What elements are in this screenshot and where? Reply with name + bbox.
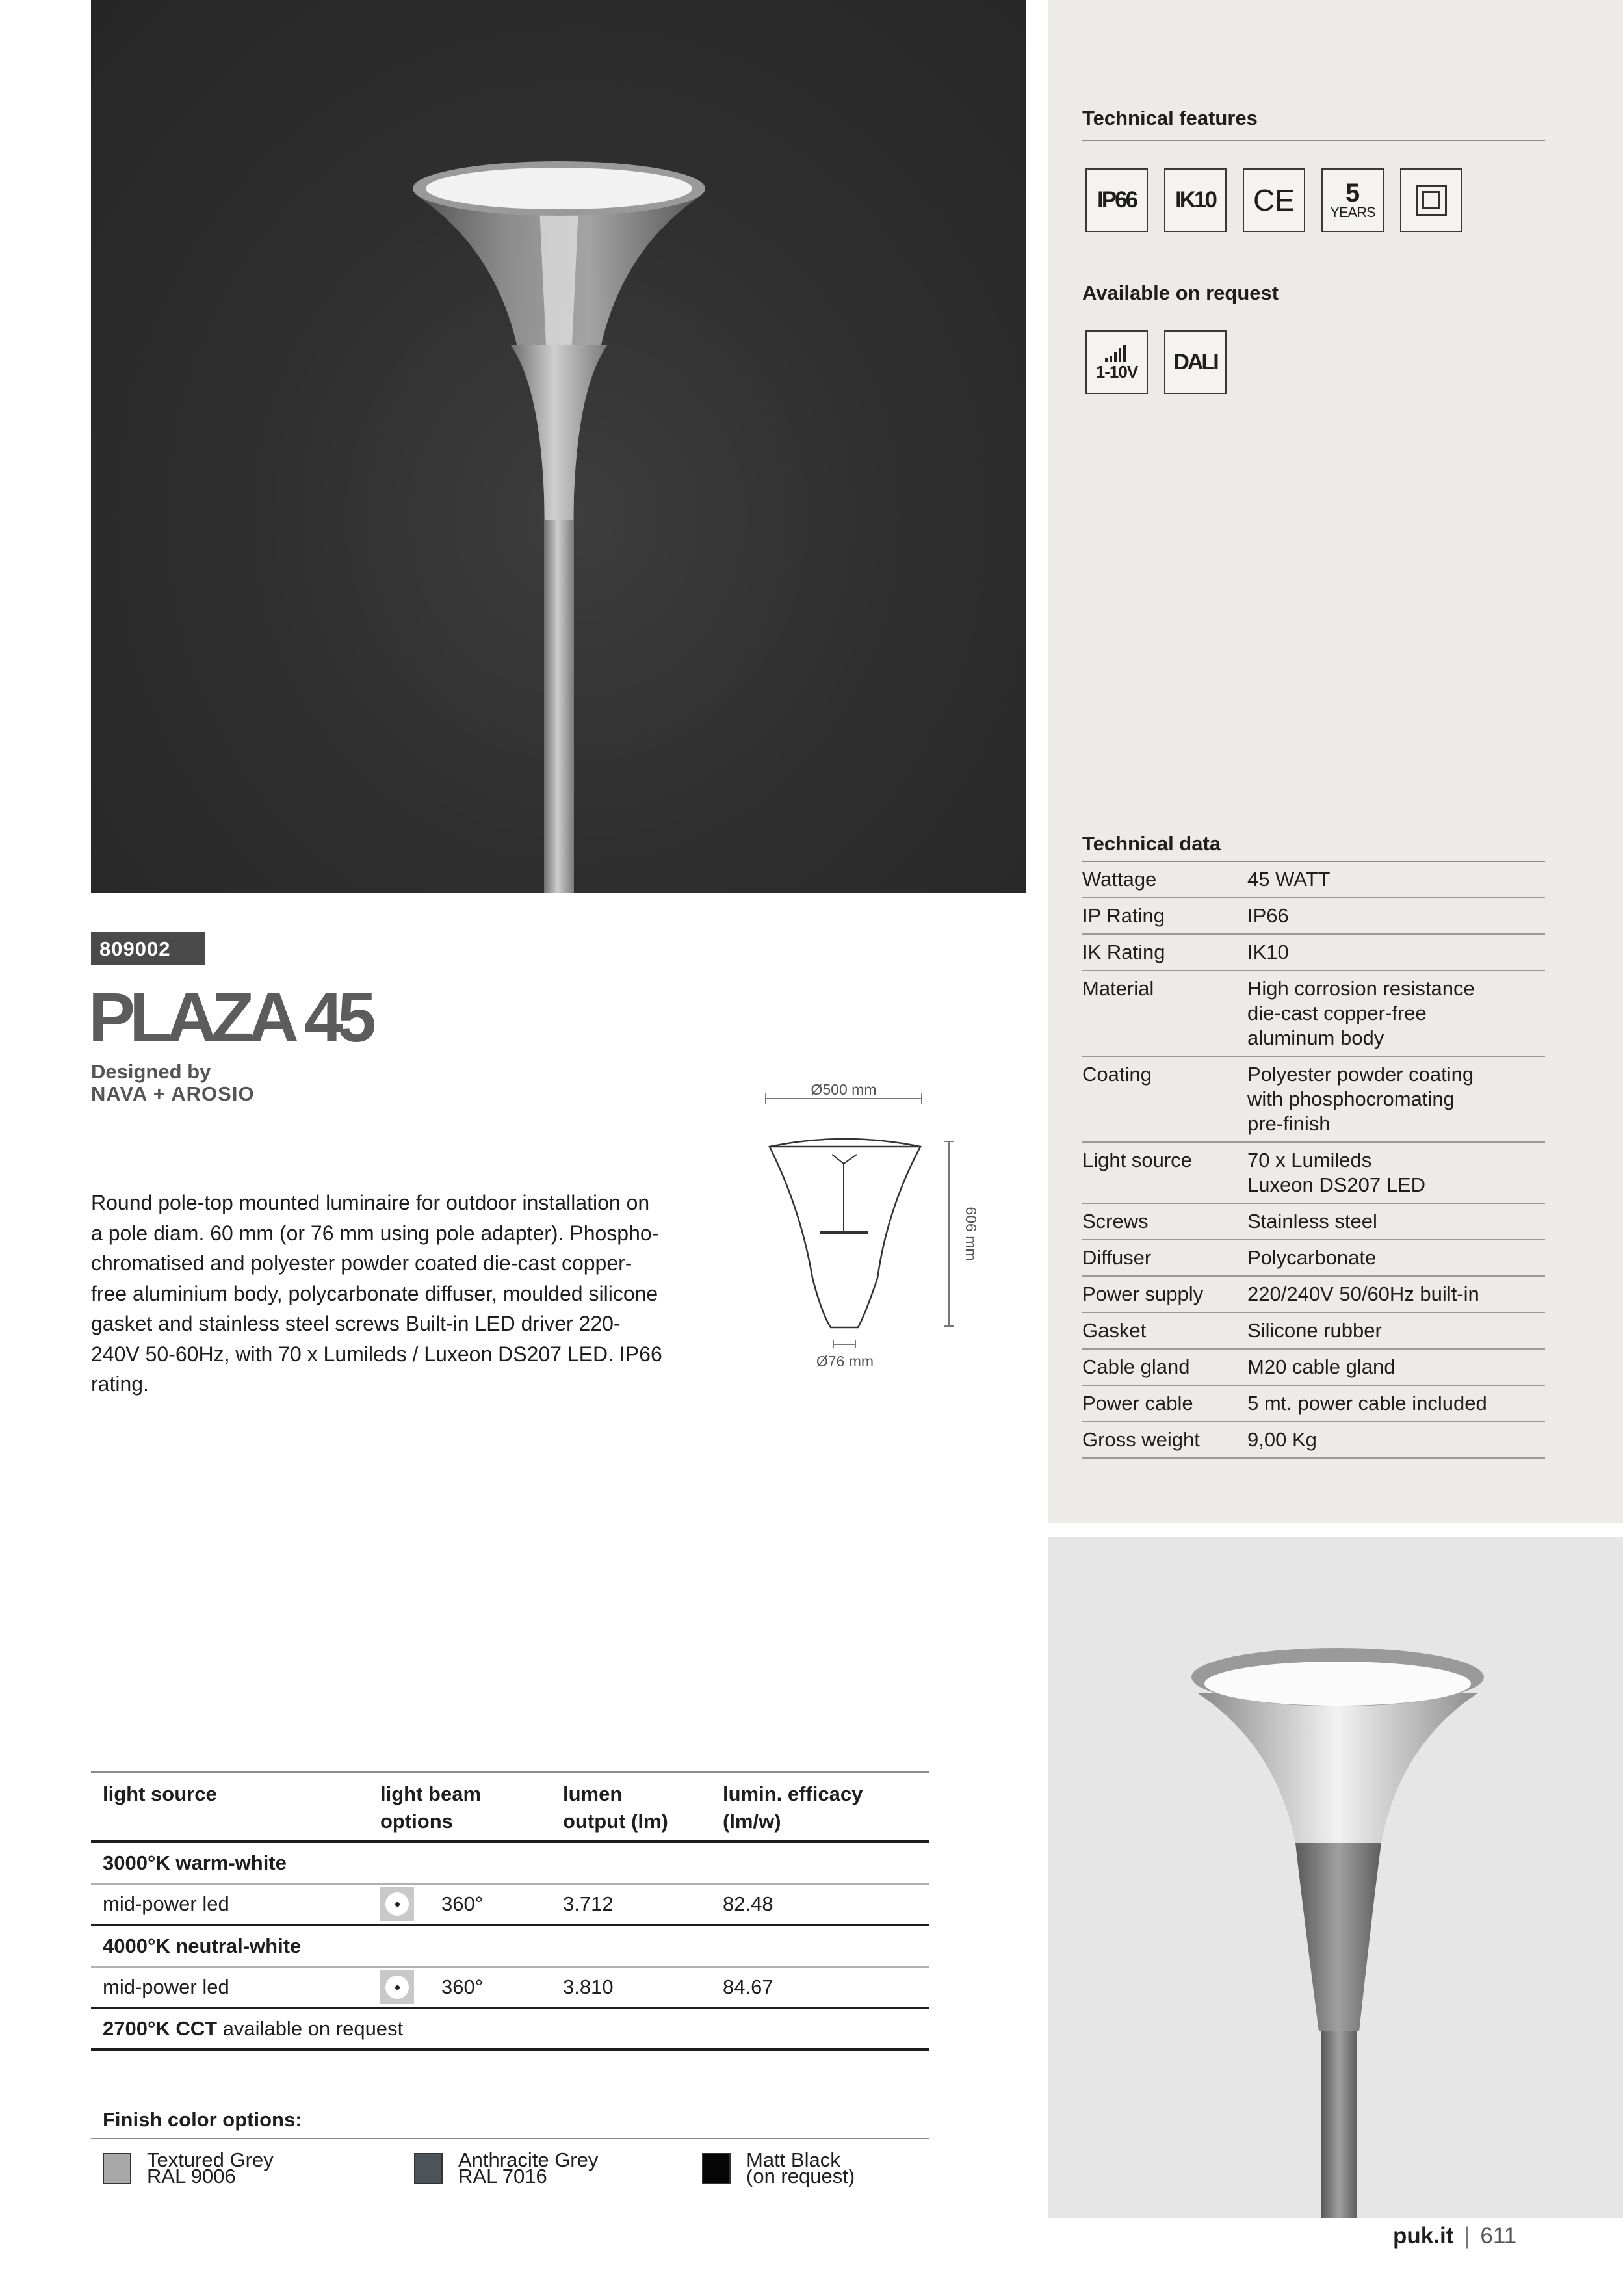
- color-swatch-textured-grey: [103, 2153, 131, 2184]
- product-detail-photo: [1048, 1537, 1623, 2218]
- height-label: 606 mm: [963, 1207, 980, 1261]
- technical-features-title: Technical features: [1082, 107, 1258, 129]
- table-row: IK Rating IK10: [1082, 935, 1545, 971]
- dimension-drawing: [754, 1079, 988, 1378]
- warranty-5-years-icon: 5 YEARS: [1321, 168, 1384, 232]
- table-row: Light source 70 x Lumileds Luxeon DS207 LED: [1082, 1143, 1545, 1204]
- column-header: lumen output (lm): [563, 1782, 668, 1833]
- ik10-icon: IK10: [1164, 168, 1227, 232]
- column-header: lumin. efficacy (lm/w): [723, 1782, 863, 1833]
- group-row: 4000°K neutral-white: [91, 1926, 929, 1968]
- page-number: 611: [1480, 2223, 1517, 2249]
- table-row: Gasket Silicone rubber: [1082, 1313, 1545, 1350]
- divider: [1082, 140, 1545, 141]
- designed-by-label: Designed by: [91, 1060, 211, 1083]
- finish-option: Matt Black (on request): [746, 2148, 855, 2187]
- beam-360-icon: [380, 1887, 414, 1921]
- beam-360-icon: [380, 1970, 414, 2004]
- dimming-1-10v-icon: 1-10V: [1085, 330, 1148, 394]
- table-row: Cable gland M20 cable gland: [1082, 1350, 1545, 1386]
- ip66-icon: IP66: [1085, 168, 1148, 232]
- technical-data-table: [1082, 832, 1545, 1459]
- product-photo: [91, 0, 1026, 893]
- designer-names: NAVA + AROSIO: [91, 1082, 255, 1105]
- page-footer: [1393, 2223, 1516, 2249]
- dali-icon: DALI: [1164, 330, 1227, 394]
- product-description: Round pole-top mounted luminaire for outdoor installation on a pole diam. 60 mm (or 76 mm using pole adapter). Phospho-chromatised and polyester powder coated die-cast copper-free aluminium body, polycarbonate diffuser, moulded silicone gasket and stainless steel screws Built-in LED driver 220-240V 50-60Hz, with 70 x Lumileds / Luxeon DS207 LED. IP66 rating.: [91, 1191, 662, 1396]
- table-row: Screws Stainless steel: [1082, 1204, 1545, 1240]
- product-title: PLAZA 45: [88, 978, 371, 1056]
- finish-option: Textured Grey RAL 9006: [147, 2148, 274, 2187]
- pole-diameter-label: Ø76 mm: [816, 1353, 874, 1370]
- light-source-table: [91, 1771, 929, 2051]
- table-row: IP Rating IP66: [1082, 898, 1545, 935]
- signal-bars-icon: [1102, 343, 1131, 362]
- color-swatch-matt-black: [702, 2153, 731, 2184]
- table-row: Gross weight 9,00 Kg: [1082, 1422, 1545, 1459]
- table-row: Wattage 45 WATT: [1082, 862, 1545, 898]
- technical-data-title: Technical data: [1082, 832, 1545, 862]
- column-header: light source: [103, 1782, 217, 1805]
- table-row: Material High corrosion resistance die-cast copper-free aluminum body: [1082, 971, 1545, 1057]
- table-row: mid-power led 360° 3.810 84.67: [91, 1968, 929, 2009]
- table-row: mid-power led 360° 3.712 82.48: [91, 1885, 929, 1926]
- top-diameter-label: Ø500 mm: [811, 1081, 877, 1098]
- finish-options-title: Finish color options:: [103, 2108, 302, 2131]
- product-code-badge: 809002: [91, 932, 205, 965]
- divider: [91, 2138, 929, 2139]
- table-header: [91, 1771, 929, 1843]
- column-header: light beam options: [380, 1782, 482, 1833]
- separator: |: [1464, 2223, 1470, 2249]
- ce-mark-icon: CE: [1243, 168, 1305, 232]
- table-row: Coating Polyester powder coating with phosphocromating pre-finish: [1082, 1057, 1545, 1143]
- group-row: 3000°K warm-white: [91, 1843, 929, 1885]
- designer-credit: [91, 1061, 255, 1105]
- footnote-row: 2700°K CCT available on request: [91, 2009, 929, 2051]
- color-swatch-anthracite-grey: [414, 2153, 443, 2184]
- finish-option: Anthracite Grey RAL 7016: [458, 2148, 599, 2187]
- table-row: Diffuser Polycarbonate: [1082, 1240, 1545, 1277]
- table-row: Power cable 5 mt. power cable included: [1082, 1386, 1545, 1422]
- class-ii-insulation-icon: [1400, 168, 1462, 232]
- site-link[interactable]: puk.it: [1393, 2223, 1454, 2249]
- table-row: Power supply 220/240V 50/60Hz built-in: [1082, 1277, 1545, 1313]
- available-on-request-title: Available on request: [1082, 281, 1279, 304]
